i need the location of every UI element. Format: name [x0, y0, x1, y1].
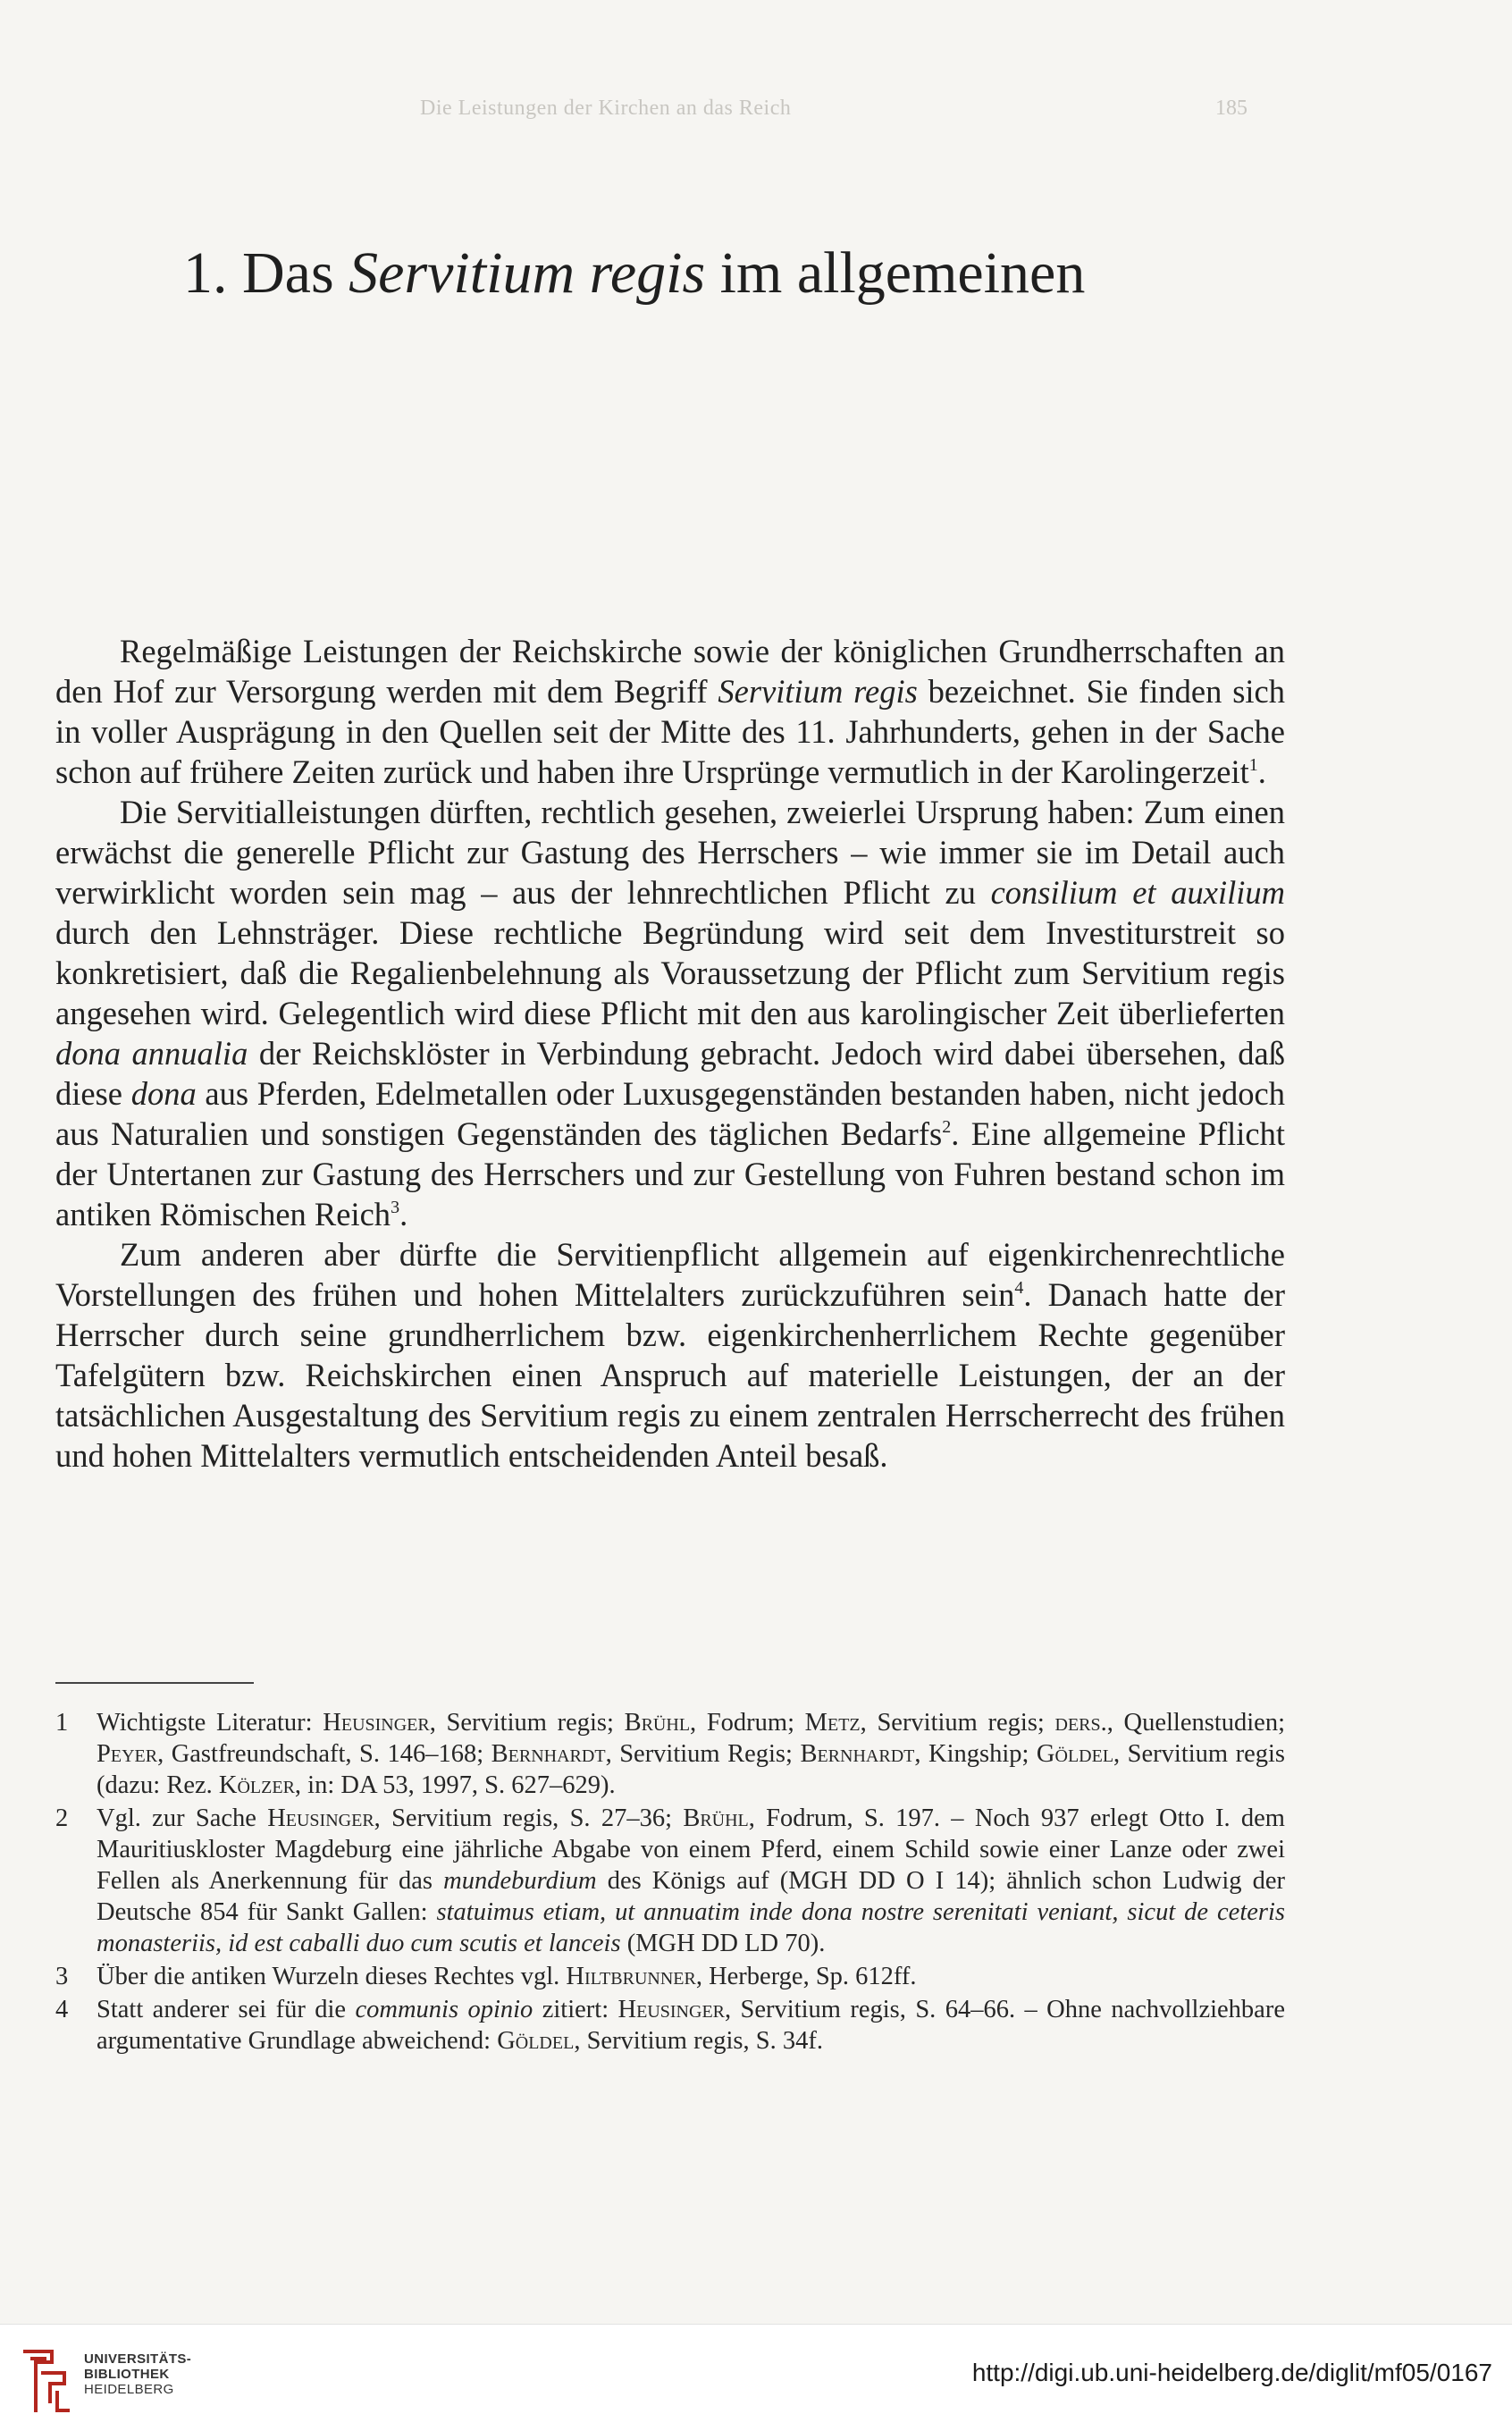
footnote-1 [55, 1707, 1285, 1801]
text-run: (MGH DD LD 70). [620, 1930, 826, 1957]
text-run: durch den Lehnsträger. Diese rechtliche Begründung wird seit dem Investiturstreit so konkretisiert, daß die Regalienbelehnung als Voraussetzung der Pflicht zum Servitium regis angesehen wird. Gelegentlich wird diese Pflicht mit den aus karolingischer Zeit überlieferten [55, 914, 1285, 1031]
text-run: , Servitium regis (dazu: Rez. [97, 1740, 1285, 1799]
section-heading [183, 240, 1085, 307]
paragraph-3 [55, 1234, 1285, 1476]
body-text [55, 631, 1285, 1476]
text-run: , Herberge, Sp. 612ff. [695, 1963, 917, 1990]
footnote-number: 2 [55, 1804, 69, 1832]
footnote-number: 1 [55, 1709, 69, 1737]
text-run: , Servitium regis, S. 34f. [574, 2027, 823, 2055]
heading-italic: Servitium regis [349, 240, 706, 306]
text-run: Vgl. zur Sache [97, 1804, 268, 1832]
text-run: , Fodrum; [690, 1709, 805, 1737]
author-name: Brühl [624, 1709, 691, 1737]
footnote-2 [55, 1803, 1285, 1959]
text-run: . [399, 1196, 408, 1232]
text-run: , Fodrum, S. 197. – Noch 937 erlegt Otto I. dem Mauritiuskloster Magdeburg eine jährliche Abgabe von einem Pferd, einem Schild sowie einer Lanze oder zwei Fellen als Anerkennung für das [97, 1804, 1285, 1895]
text-run: , Servitium regis; [860, 1709, 1055, 1737]
heading-number: 1. [183, 240, 228, 306]
footnote-ref-2: 2 [942, 1117, 952, 1137]
author-name: Göldel [497, 2027, 575, 2055]
italic-run: statuimus etiam, ut annuatim inde dona nostre serenitati veniant, sicut de ceteris monasteriis, id est caballi duo cum scutis et lanceis [97, 1898, 1285, 1957]
text-run: Wichtigste Literatur: [97, 1709, 323, 1737]
text-run: Zum anderen aber dürfte die Servitienpflicht allgemein auf eigenkirchenrechtliche Vorstellungen des frühen und hohen Mittelalters zurückzuführen sein [55, 1236, 1285, 1313]
paragraph-2 [55, 792, 1285, 1234]
footnote-number: 4 [55, 1996, 69, 2023]
author-name: Heusinger [617, 1996, 725, 2023]
library-logo-icon [20, 2344, 73, 2414]
footnote-4 [55, 1994, 1285, 2057]
text-run: aus Pferden, Edelmetallen oder Luxusgegenständen bestanden haben, nicht jedoch aus Naturalien und sonstigen Gegenständen des täglichen Bedarfs [55, 1075, 1285, 1152]
text-run: Statt anderer sei für die [97, 1996, 356, 2023]
library-footer [0, 2324, 1512, 2431]
text-run: , Servitium regis, S. 64–66. – Ohne nachvollziehbare argumentative Grundlage abweichend: [97, 1996, 1285, 2055]
italic-run: Servitium regis [718, 673, 918, 710]
author-name: Metz [804, 1709, 861, 1737]
footnote-ref-4: 4 [1014, 1278, 1024, 1298]
footnote-ref-3: 3 [391, 1198, 400, 1217]
source-url-link[interactable]: http://digi.ub.uni-heidelberg.de/diglit/mf05/0167 [971, 2359, 1492, 2386]
footnote-3 [55, 1961, 1285, 1992]
text-run: , Quellenstudien; [1106, 1709, 1285, 1737]
italic-run: mundeburdium [443, 1867, 597, 1895]
author-name: Bernhardt [491, 1740, 606, 1768]
text-run: bezeichnet. Sie finden sich in voller Ausprägung in den Quellen seit der Mitte des 11. Jahrhunderts, gehen in der Sache schon auf frühere Zeiten zurück und haben ihre Ursprünge vermutlich in der Karolingerzeit [55, 673, 1285, 790]
paragraph-1 [55, 631, 1285, 792]
italic-run: communis opinio [355, 1996, 533, 2023]
italic-run: consilium et auxilium [990, 874, 1285, 911]
library-name [84, 2351, 191, 2397]
author-name: Heusinger [323, 1709, 430, 1737]
text-run: . [1257, 753, 1266, 790]
text-run: , in: DA 53, 1997, S. 627–629). [294, 1771, 616, 1799]
show-through-running-head: Die Leistungen der Kirchen an das Reich [420, 97, 792, 120]
italic-run: dona annualia [55, 1035, 248, 1072]
text-run: , Gastfreundschaft, S. 146–168; [157, 1740, 491, 1768]
author-name: Kölzer [218, 1771, 295, 1799]
text-run: Über die antiken Wurzeln dieses Rechtes vgl. [97, 1963, 567, 1990]
show-through-page-number: 185 [1215, 97, 1247, 120]
library-name-line: BIBLIOTHEK [84, 2367, 170, 2382]
text-run: , Kingship; [914, 1740, 1037, 1768]
author-name: ders. [1054, 1709, 1107, 1737]
text-run: Regelmäßige Leistungen der Reichskirche sowie der königlichen Grundherrschaften an den Hof zur Versorgung werden mit dem Begriff [55, 633, 1285, 710]
text-run: des Königs auf (MGH DD O I 14); ähnlich schon Ludwig der Deutsche 854 für Sankt Gallen: [97, 1867, 1285, 1926]
author-name: Göldel [1036, 1740, 1114, 1768]
footnote-divider [55, 1682, 254, 1684]
text-run: der Reichsklöster in Verbindung gebracht. Jedoch wird dabei übersehen, daß diese [55, 1035, 1285, 1112]
author-name: Brühl [683, 1804, 749, 1832]
heading-pre: Das [242, 240, 334, 306]
footnote-number: 3 [55, 1963, 69, 1990]
author-name: Peyer [97, 1740, 158, 1768]
text-run: . Danach hatte der Herrscher durch seine grundherrlichem bzw. eigenkirchenherrlichem Rechte gegenüber Tafelgütern bzw. Reichskirchen einen Anspruch auf materielle Leistungen, der an der tatsächlichen Ausgestaltung des Servitium regis zu einem zentralen Herrscherrecht des frühen und hohen Mittelalters vermutlich entscheidenden Anteil besaß. [55, 1276, 1286, 1474]
author-name: Bernhardt [800, 1740, 915, 1768]
author-name: Hiltbrunner [566, 1963, 696, 1990]
text-run: , Servitium regis, S. 27–36; [374, 1804, 684, 1832]
italic-run: dona [130, 1075, 197, 1112]
text-run: , Servitium Regis; [605, 1740, 801, 1768]
library-name-line: UNIVERSITÄTS- [84, 2351, 192, 2367]
text-run: Die Servitialleistungen dürften, rechtlich gesehen, zweierlei Ursprung haben: Zum einen erwächst die generelle Pflicht zur Gastung des Herrschers – wie immer sie im Detail auch verwirklicht worden sein mag – aus der lehnrechtlichen Pflicht zu [55, 794, 1285, 911]
footnotes [55, 1707, 1285, 2058]
heading-post: im allgemeinen [719, 240, 1086, 306]
footnote-ref-1: 1 [1248, 755, 1258, 775]
text-run: . Eine allgemeine Pflicht der Untertanen zur Gastung des Herrschers und zur Gestellung von Fuhren bestand schon im antiken Römischen Reich [55, 1115, 1285, 1232]
author-name: Heusinger [267, 1804, 374, 1832]
text-run: , Servitium regis; [429, 1709, 625, 1737]
text-run: zitiert: [533, 1996, 618, 2023]
library-name-line: HEIDELBERG [84, 2382, 174, 2397]
